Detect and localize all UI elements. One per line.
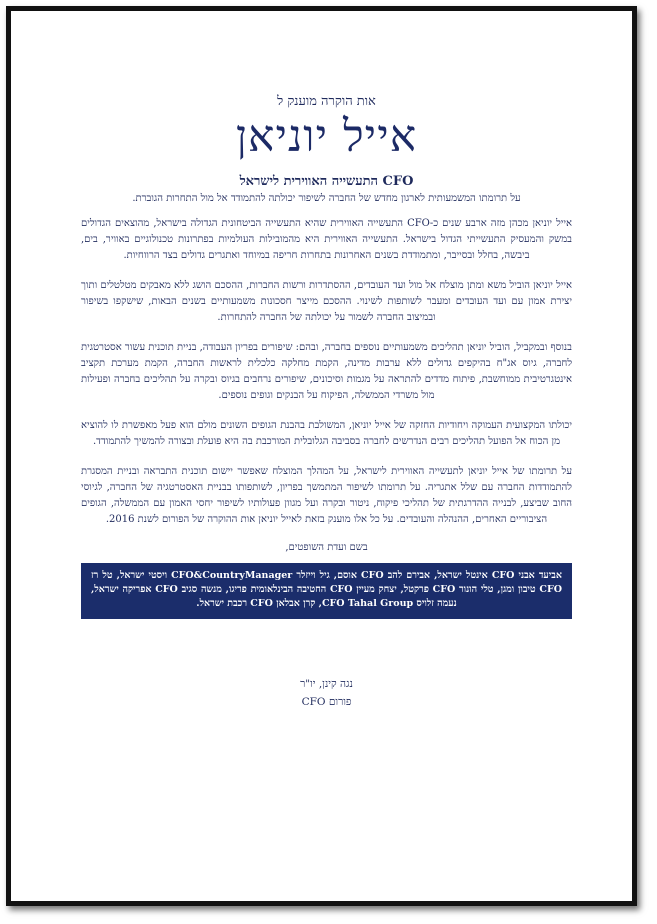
paragraph-2: אייל יוניאן הוביל משא ומתן מוצלח אל מול ועד העובדים, ההסתדרות ורשות החברות, ההסכם הושג ללא מאבקים מטלטלים ותוך יצירת אמון עם ועד העובדים ומעבר לשותפות לשינוי. ההסכם מייצר חסכונות משמעותיים בשנים הבאות, שישקפו בשיפור ובמיצוב החברה לשמור על יכולתה של החברה להתחרות. xyxy=(81,280,572,323)
paragraph-5: על תרומתו של אייל יוניאן לתעשייה האווירית לישראל, על המהלך המוצלח שאפשר יישום תוכנית התבראה ובניית המסגרת להתמודדות החברה עם שלל אתגריה. על תרומתו לשיפור המתמשך בפריון, לשותפותו בבניית האסטרטגיה של החברה, לגיוסי החוב שביצע, לבנייה ההדרגתית של תהליכי פיקוח, ניטור ובקרה ועל מגוון פעולותיו לשיפור יחסי האמון עם הממשלה, הגופים הציבוריים האחרים, ההנהלה והעובדים. על כל אלו מוענק בזאת לאייל יוניאן אות ההוקרה של הפורום לשנת 2016. xyxy=(81,466,572,525)
pre-title: אות הוקרה מוענק ל xyxy=(277,94,376,109)
certificate-content xyxy=(81,93,572,711)
paragraph-4: יכולתו המקצועית העמוקה ויחודיות החזקה של אייל יוניאן, המשולבת בהבנת הגופים השונים מולם הוא פעל מאפשרת לו להוציא מן הכוח אל הפועל תהליכים רבים הנדרשים לחברה בסביבה הגלובלית המורכבת בה היא פועלת ובצורה להמשיך להתמודד. xyxy=(81,420,572,447)
lead-text: על תרומתו המשמעותית לארגון מחדש של החברה לשיפור יכולתה להתמודד אל מול התחרות הגוברת. xyxy=(132,193,521,204)
certificate-frame xyxy=(6,6,637,906)
paragraph-3: בנוסף ובמקביל, הוביל יוניאן תהליכים משמעותיים נוספים בחברה, ובהם: שיפורים בפריון העבודה, בניית תוכנית עשור אסטרטגית לחברה, גיוס אג"ח בהיקפים גדולים ללא ערבות מדינה, הקמת מחלקה כלכלית לראשות החברה, הקמת מערכת תקציב אינטגרטיבית ממוחשבת, פיתוח מדדים להתראה על מגמות וסיכונים, שיפורים נרחבים בגיוס ובקרה על תהליכים בחברה ופעילות מול משרדי הממשלה, הפיקוח על הבנקים וגופים נוספים. xyxy=(81,342,572,401)
judges-panel: אביעד אבני CFO אינטל ישראל, אבירם להב CFO אוסם, גיל וייזלר CFO&CountryManager ויסטי ישראל, טל רז CFO טיבון ומגן, טלי הונור CFO פרקטל, יצחק מעיין CFO החטיבה הבינלאומית פריגו, מנשה סגיב CFO אפריקה ישראל, נעמה זלויס CFO Tahal Group, קרן אבלאן CFO רכבת ישראל. xyxy=(81,563,572,619)
honoree-name: אייל יוניאן xyxy=(235,111,418,162)
honoree-subtitle: CFO התעשייה האווירית לישראל xyxy=(239,174,414,189)
signature-block xyxy=(81,675,572,711)
signature-org: פורום CFO xyxy=(301,696,352,708)
closing-line: בשם ועדת השופטים, xyxy=(285,542,368,553)
paragraph-1: אייל יוניאן מכהן מזה ארבע שנים כ-CFO התעשייה האווירית שהיא התעשייה הביטחונית הגדולה בישראל, מהוצאים הגדולים במשק והמעסיק התעשייתי הגדול בישראל. התעשייה האווירית היא מהמובילות העולמיות בפתרונות טכנולוגיים באוויר, בים, ביבשה, בחלל ובסייבר, ומתמודדת בשנים האחרונות בתחרות חריפה במיוחד ואתגרים גדולים בצד הרווחיות. xyxy=(81,218,572,261)
signature-name: נגה קינן, יו"ר xyxy=(300,678,353,690)
